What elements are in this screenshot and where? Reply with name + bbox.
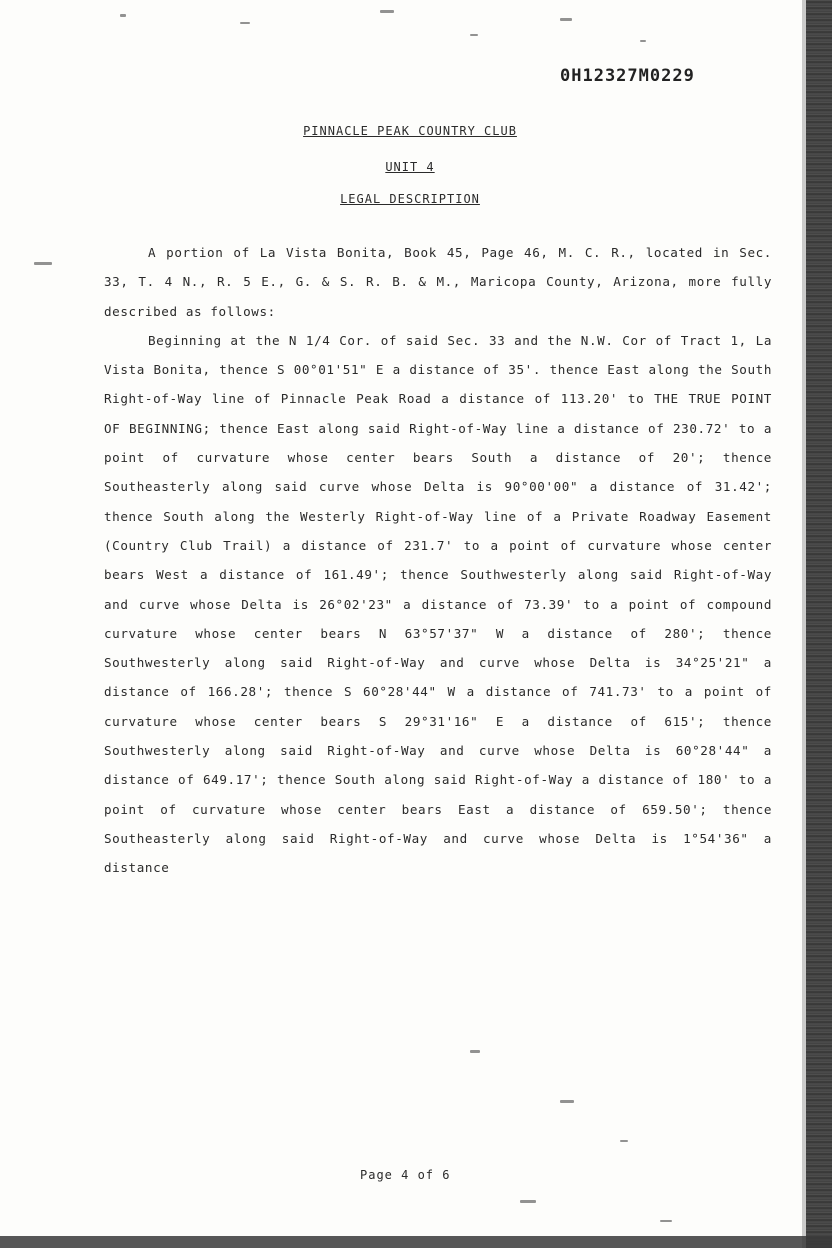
scan-speck [380,10,394,13]
scan-speck [470,34,478,36]
scan-speck [560,18,572,21]
scan-speck [640,40,646,42]
scan-speck [34,262,52,265]
unit-heading: UNIT 4 [385,160,435,174]
scan-border [806,0,832,1248]
scan-speck [120,14,126,17]
scan-bottom-border [0,1236,832,1248]
record-number: 0H12327M0229 [560,66,695,86]
scan-speck [620,1140,628,1142]
title-heading: PINNACLE PEAK COUNTRY CLUB [303,124,517,138]
scan-speck [660,1220,672,1222]
legal-description-body [104,238,772,883]
page-footer: Page 4 of 6 [360,1168,451,1182]
scan-speck [470,1050,480,1053]
paragraph-intro: A portion of La Vista Bonita, Book 45, Page 46, M. C. R., located in Sec. 33, T. 4 N., R. 5 E., G. & S. R. B. & M., Maricopa County, Arizona, more fully described as follows: [104,245,772,319]
scan-speck [520,1200,536,1203]
section-heading: LEGAL DESCRIPTION [340,192,480,206]
scan-speck [560,1100,574,1103]
scan-speck [240,22,250,24]
paragraph-metes-and-bounds: Beginning at the N 1/4 Cor. of said Sec. 33 and the N.W. Cor of Tract 1, La Vista Bonita, thence S 00°01'51" E a distance of 35'. thence East along the South Right-of-Way line of Pinnacle Peak Road a distance of 113.20' to THE TRUE POINT OF BEGINNING; thence East along said Right-of-Way line a distance of 230.72' to a point of curvature whose center bears South a distance of 20'; thence Southeasterly along said curve whose Delta is 90°00'00" a distance of 31.42'; thence South along the Westerly Right-of-Way line of a Private Roadway Easement (Country Club Trail) a distance of 231.7' to a point of curvature whose center bears West a distance of 161.49'; thence Southwesterly along said Right-of-Way and curve whose Delta is 26°02'23" a distance of 73.39' to a point of compound curvature whose center bears N 63°57'37" W a distance of 280'; thence Southwesterly along said Right-of-Way and curve whose Delta is 34°25'21" a distance of 166.28'; thence S 60°28'44" W a distance of 741.73' to a point of curvature whose center bears S 29°31'16" E a distance of 615'; thence Southwesterly along said Right-of-Way and curve whose Delta is 60°28'44" a distance of 649.17'; thence South along said Right-of-Way a distance of 180' to a point of curvature whose center bears East a distance of 659.50'; thence Southeasterly along said Right-of-Way and curve whose Delta is 1°54'36" a distance [104,332,772,876]
